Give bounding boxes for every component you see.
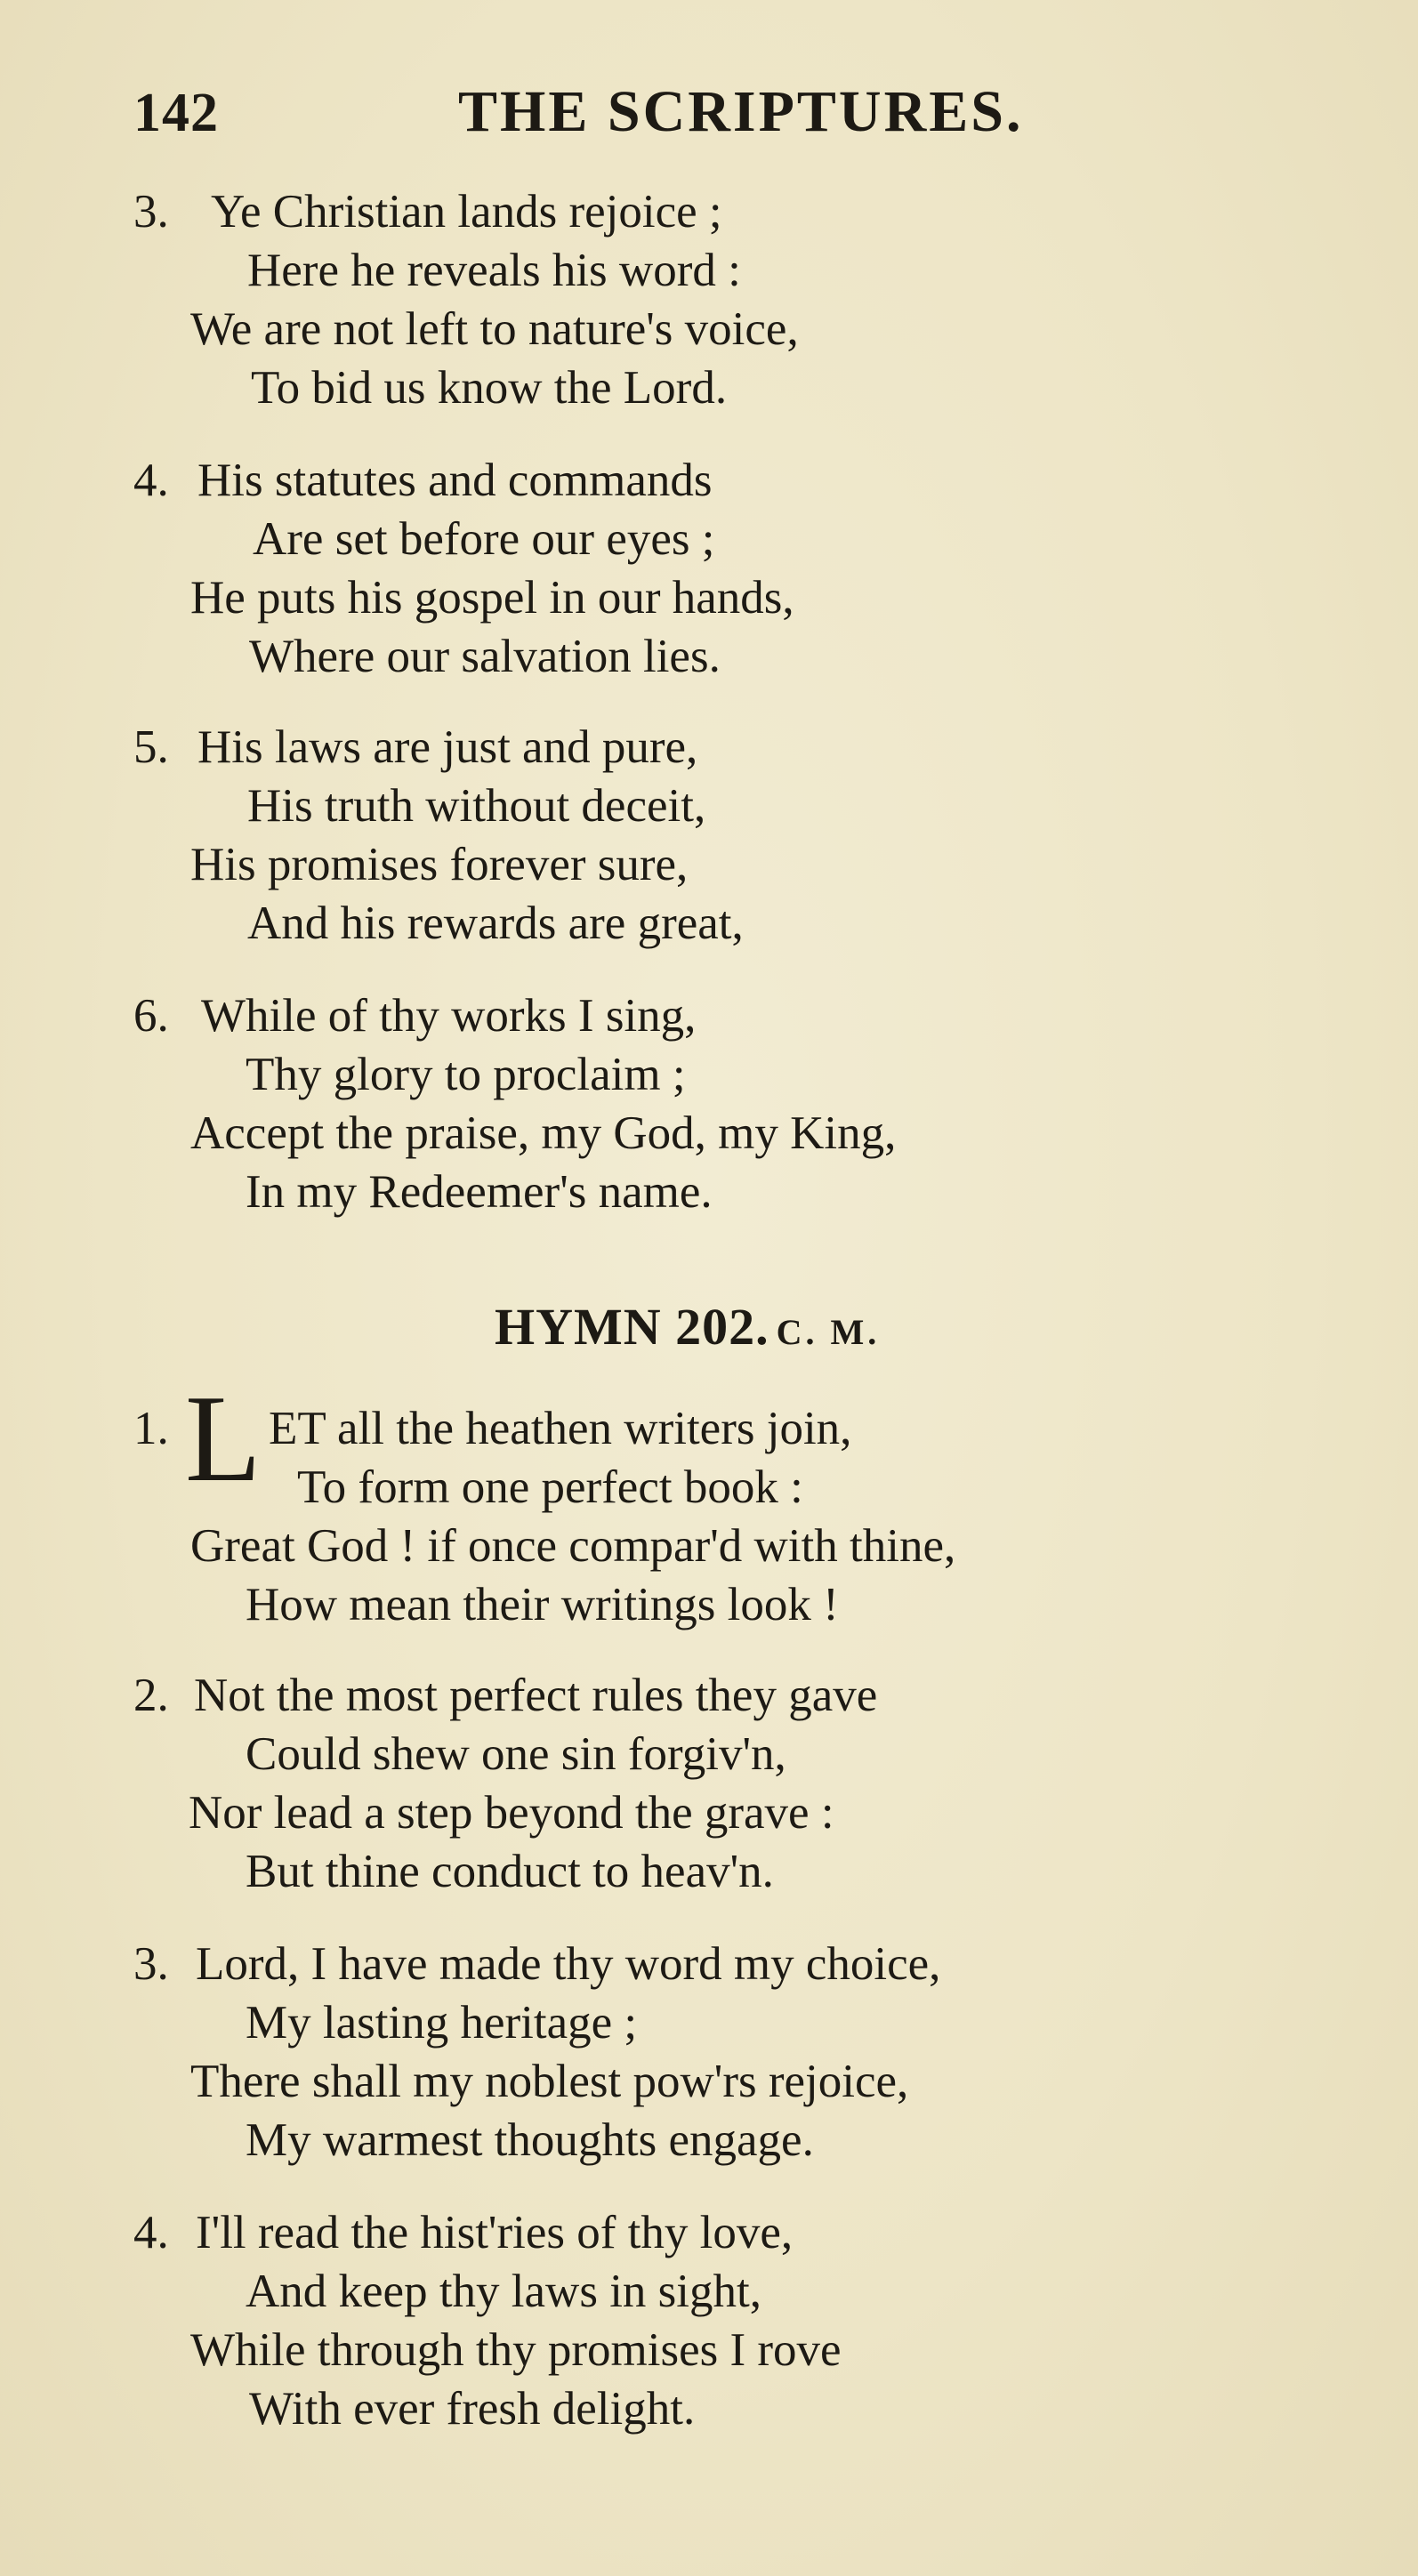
verse-line: His truth without deceit, bbox=[247, 780, 706, 832]
verse-line: His statutes and commands bbox=[197, 455, 713, 506]
running-title: THE SCRIPTURES. bbox=[458, 79, 1024, 144]
drop-cap: L bbox=[185, 1370, 262, 1508]
verse-line: While through thy promises I rove bbox=[190, 2324, 842, 2376]
verse-line: My lasting heritage ; bbox=[246, 1997, 638, 2049]
verse-line: Ye Christian lands rejoice ; bbox=[211, 186, 722, 237]
verse-line: Great God ! if once compar'd with thine, bbox=[190, 1520, 956, 1572]
verse-line: While of thy works I sing, bbox=[201, 990, 697, 1042]
verse-line: Here he reveals his word : bbox=[247, 245, 741, 296]
page-number: 142 bbox=[133, 83, 219, 143]
verse-line: His laws are just and pure, bbox=[197, 721, 698, 773]
verse-line: Accept the praise, my God, my King, bbox=[190, 1107, 897, 1159]
verse-line: Nor lead a step beyond the grave : bbox=[189, 1787, 834, 1839]
verse-line: How mean their writings look ! bbox=[246, 1579, 839, 1630]
hymn-meter: C. M. bbox=[776, 1312, 881, 1352]
verse-line: Lord, I have made thy word my choice, bbox=[196, 1938, 941, 1990]
stanza-number: 1. bbox=[133, 1403, 169, 1454]
verse-line: Could shew one sin forgiv'n, bbox=[246, 1728, 786, 1780]
verse-line: There shall my noblest pow'rs rejoice, bbox=[190, 2056, 909, 2107]
verse-line: My warmest thoughts engage. bbox=[246, 2114, 814, 2166]
stanza-number: 3. bbox=[133, 1938, 169, 1990]
stanza-number: 3. bbox=[133, 186, 169, 237]
verse-line: His promises forever sure, bbox=[190, 839, 689, 890]
verse-line: In my Redeemer's name. bbox=[246, 1166, 713, 1218]
verse-line: And keep thy laws in sight, bbox=[246, 2266, 761, 2317]
stanza-number: 2. bbox=[133, 1670, 169, 1721]
verse-line: With ever fresh delight. bbox=[249, 2383, 696, 2435]
verse-line: Thy glory to proclaim ; bbox=[246, 1049, 686, 1100]
verse-line: Not the most perfect rules they gave bbox=[194, 1670, 878, 1721]
verse-line: But thine conduct to heav'n. bbox=[246, 1846, 774, 1897]
verse-line: Where our salvation lies. bbox=[249, 631, 721, 682]
stanza-number: 4. bbox=[133, 2207, 169, 2258]
hymn-title bbox=[495, 1297, 880, 1356]
verse-line: To bid us know the Lord. bbox=[251, 362, 728, 414]
verse-line: Are set before our eyes ; bbox=[253, 513, 715, 565]
stanza-number: 4. bbox=[133, 455, 169, 506]
verse-line: We are not left to nature's voice, bbox=[190, 303, 799, 355]
verse-line: ET all the heathen writers join, bbox=[269, 1403, 852, 1454]
stanza-number: 6. bbox=[133, 990, 169, 1042]
verse-line: I'll read the hist'ries of thy love, bbox=[196, 2207, 794, 2258]
verse-line: To form one perfect book : bbox=[297, 1461, 803, 1513]
hymn-title-text: HYMN 202. bbox=[495, 1298, 769, 1356]
verse-line: He puts his gospel in our hands, bbox=[190, 572, 794, 624]
stanza-number: 5. bbox=[133, 721, 169, 773]
page-header bbox=[133, 79, 1059, 153]
verse-line: And his rewards are great, bbox=[247, 898, 744, 949]
